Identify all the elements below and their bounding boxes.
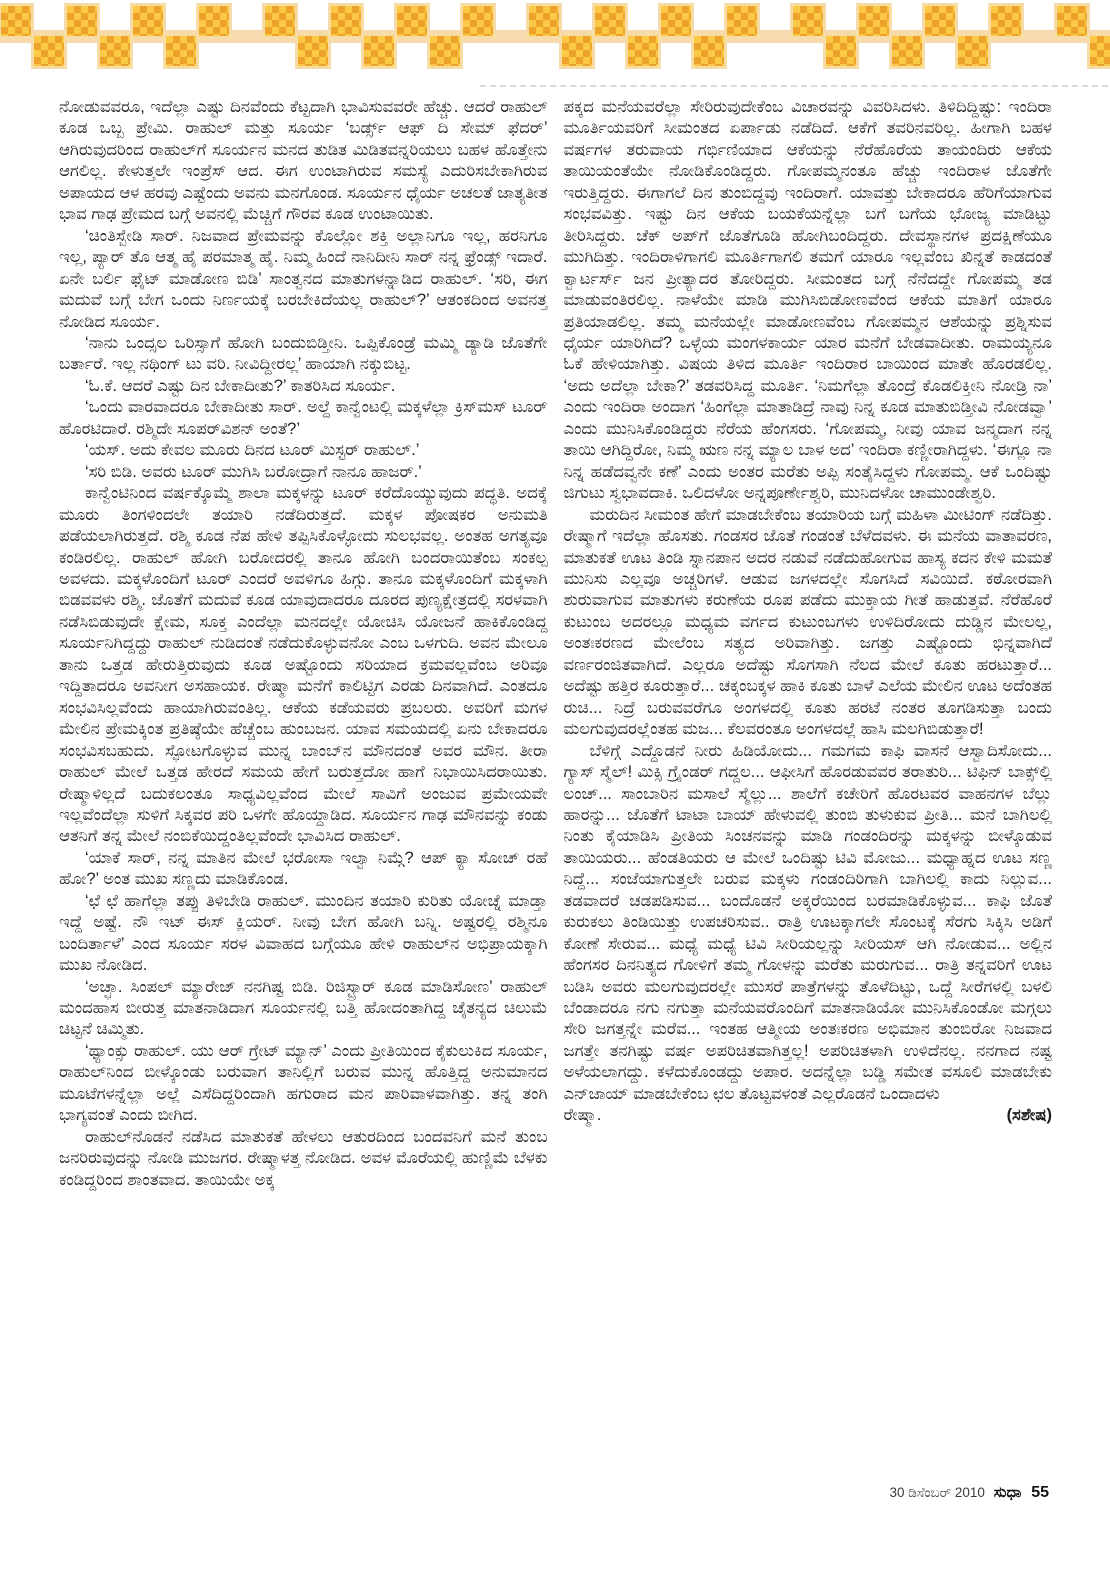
final-word: ರೇಷ್ಮಾ. [563, 1106, 602, 1125]
story-paragraph: ಮರುದಿನ ಸೀಮಂತ ಹೇಗೆ ಮಾಡಬೇಕೆಂಬ ತಯಾರಿಯ ಬಗ್ಗೆ ಮಹಿಳಾ ಮೀಟಿಂಗ್ ನಡೆದಿತ್ತು. ರೇಷ್ಮಾಗೆ ಇದೆಲ್ಲಾ ಹೊಸತು. ಗಂಡಸರ ಜೊತೆ ಗಂಡಂತೆ ಬೆಳೆದವಳು. ಈ ಮನೆಯ ವಾತಾವರಣ, ಮಾತುಕತೆ ಊಟ ತಿಂಡಿ ಸ್ನಾನಪಾನ ಅದರ ನಡುವೆ ನಡೆದುಹೋಗುವ ಹಾಸ್ಯ ಕದನ ಕೇಳಿ ಮಮತೆ ಮುನಿಸು ಎಲ್ಲವೂ ಅಚ್ಚರಿಗಳೆ. ಆಡುವ ಜಗಳದಲ್ಲೇ ಸೊಗಸಿದೆ ಸವಿಯಿದೆ. ಕಠೋರವಾಗಿ ಶುರುವಾಗುವ ಮಾತುಗಳು ಕರುಣೆಯ ರೂಪ ಪಡೆದು ಮುಕ್ತಾಯ ಗೀತೆ ಹಾಡುತ್ತವೆ. ನೆರೆಹೊರೆ ಕುಟುಂಬ ಅದರಲ್ಲೂ ಮಧ್ಯಮ ವರ್ಗದ ಕುಟುಂಬಗಳು ಉಳಿದಿರೋದು ದುಡ್ಡಿನ ಮೇಲಲ್ಲ, ಅಂತಃಕರಣದ ಮೇಲೆಂಬ ಸತ್ಯದ ಅರಿವಾಗಿತ್ತು. ಜಗತ್ತು ಎಷ್ಟೊಂದು ಭಿನ್ನವಾಗಿದೆ ವರ್ಣರಂಜಿತವಾಗಿದೆ. ಎಲ್ಲರೂ ಅದೆಷ್ಟು ಸೊಗಸಾಗಿ ನೆಲದ ಮೇಲೆ ಕೂತು ಹರಟುತ್ತಾರೆ... ಅದೆಷ್ಟು ಹತ್ತಿರ ಕೂರುತ್ತಾರೆ... ಚಕ್ಕಂಬಕ್ಕಳ ಹಾಕಿ ಕೂತು ಬಾಳೆ ಎಲೆಯ ಮೇಲಿನ ಊಟ ಅದೆಂತಹ ರುಚಿ... ನಿದ್ರೆ ಬರುವವರೆಗೂ ಅಂಗಳದಲ್ಲಿ ಕೂತು ಹರಟೆ ನಂತರ ತೂಗಡಿಸುತ್ತಾ ಬಂದು ಮಲಗುವುದರಲ್ಲೆಂತಹ ಮಜ... ಕೆಲವರಂತೂ ಅಂಗಳದಲ್ಲೆ ಹಾಸಿ ಮಲಗಿಬಿಡುತ್ತಾರೆ! [563, 505, 1052, 739]
magazine-name: ಸುಧಾ [993, 1484, 1022, 1501]
page-number: 55 [1031, 1484, 1049, 1501]
decorative-checkered-border [0, 0, 1110, 74]
border-checker-square [1054, 3, 1090, 39]
story-paragraph: ನೋಡುವವರೂ, ಇದೆಲ್ಲಾ ಎಷ್ಟು ದಿನವೆಂದು ಕೆಟ್ಟದಾಗಿ ಭಾವಿಸುವವರೇ ಹೆಚ್ಚು. ಆದರೆ ರಾಹುಲ್ ಕೂಡ ಒಬ್ಬ ಪ್ರೇಮಿ. ರಾಹುಲ್ ಮತ್ತು ಸೂರ್ಯ ‘ಬರ್ಡ್ಸ್ ಆಫ್ ದಿ ಸೇಮ್ ಫೆದರ್’ ಆಗಿರುವುದರಿಂದ ರಾಹುಲ್‌ಗೆ ಸೂರ್ಯನ ಮನದ ತುಡಿತ ಮಿಡಿತವನ್ನರಿಯಲು ಬಹಳ ಹೊತ್ತೇನು ಆಗಲಿಲ್ಲ. ಕೇಳುತ್ತಲೇ ಇಂಪ್ರೆಸ್ ಆದ. ಈಗ ಉಂಟಾಗಿರುವ ಸಮಸ್ಯೆ ಎದುರಿಸಬೇಕಾಗಿರುವ ಅಪಾಯದ ಆಳ ಹರವು ಎಷ್ಟೆಂದು ಅವನು ಮನಗೊಂಡ. ಸೂರ್ಯನ ಧೈರ್ಯ ಅಚಲತೆ ಜಾತ್ಯತೀತ ಭಾವ ಗಾಢ ಪ್ರೇಮದ ಬಗ್ಗೆ ಅವನಲ್ಲಿ ಮೆಚ್ಚಿಗೆ ಗೌರವ ಕೂಡ ಉಂಟಾಯಿತು. [59, 98, 548, 224]
story-paragraph: ‘ಛೆ ಛೆ ಹಾಗೆಲ್ಲಾ ತಪ್ಪು ತಿಳಿಬೇಡಿ ರಾಹುಲ್. ಮುಂದಿನ ತಯಾರಿ ಕುರಿತು ಯೋಚ್ನೆ ಮಾಡ್ತಾ ಇದ್ದೆ ಅಷ್ಟೆ. ನೌ ಇಟ್ ಈಸ್ ಕ್ಲಿಯರ್. ನೀವು ಬೇಗ ಹೋಗಿ ಬನ್ನಿ. ಅಷ್ಟರಲ್ಲಿ ರಶ್ಮಿನೂ ಬಂದಿರ್ತಾಳೆ’ ಎಂದ ಸೂರ್ಯ ಸರಳ ವಿವಾಹದ ಬಗ್ಗೆಯೂ ಹೇಳಿ ರಾಹುಲ್‌ನ ಅಭಿಪ್ರಾಯಕ್ಕಾಗಿ ಮುಖ ನೋಡಿದ. [59, 891, 548, 975]
story-paragraph: ‘ಯಾಕೆ ಸಾರ್, ನನ್ನ ಮಾತಿನ ಮೇಲೆ ಭರೋಸಾ ಇಲ್ವಾ ನಿಮ್ಗೆ? ಆಪ್ ಕ್ಯಾ ಸೋಚ್ ರಹೆ ಹೋ?’ ಅಂತ ಮುಖ ಸಣ್ಣದು ಮಾಡಿಕೊಂಡ. [59, 848, 548, 889]
border-checker-square [922, 3, 958, 39]
border-checker-square [31, 33, 67, 69]
border-checker-square [988, 3, 1024, 39]
to-be-continued-marker: (ಸಶೇಷ) [1006, 1106, 1052, 1125]
border-checker-square [163, 33, 199, 69]
border-checker-square [262, 3, 298, 39]
story-paragraph: ಪಕ್ಕದ ಮನೆಯವರೆಲ್ಲಾ ಸೇರಿರುವುದೇಕೆಂಬ ವಿಚಾರವನ್ನು ವಿವರಿಸಿದಳು. ತಿಳಿದಿದ್ದಿಷ್ಟು: ಇಂದಿರಾ ಮೂರ್ತಿಯವರಿಗೆ ಸೀಮಂತದ ಏರ್ಪಾಡು ನಡೆದಿದೆ. ಆಕೆಗೆ ತವರಿನವರಿಲ್ಲ. ಹೀಗಾಗಿ ಬಹಳ ವರ್ಷಗಳ ತರುವಾಯ ಗರ್ಭಿಣಿಯಾದ ಆಕೆಯನ್ನು ನೆರೆಹೊರೆಯ ತಾಯಂದಿರು ಆಕೆಯ ತಾಯಿಯಂತೆಯೇ ನೋಡಿಕೊಂಡಿದ್ದರು. ಗೋಪಮ್ಮನಂತೂ ಹೆಚ್ಚು ಇಂದಿರಾಳ ಜೊತೆಗೇ ಇರುತ್ತಿದ್ದರು. ಈಗಾಗಲೆ ದಿನ ತುಂಬಿದ್ದವು ಇಂದಿರಾಗೆ. ಯಾವತ್ತು ಬೇಕಾದರೂ ಹೆರಿಗೆಯಾಗುವ ಸಂಭವವಿತ್ತು. ಇಷ್ಟು ದಿನ ಆಕೆಯ ಬಯಕೆಯನ್ನೆಲ್ಲಾ ಬಗೆ ಬಗೆಯ ಭೋಜ್ಯ ಮಾಡಿಟ್ಟು ತೀರಿಸಿದ್ದರು. ಚೆಕ್ ಅಪ್‌ಗೆ ಜೊತೆಗೂಡಿ ಹೋಗಿಬಂದಿದ್ದರು. ದೇವಸ್ಥಾನಗಳ ಪ್ರದಕ್ಷಿಣೆಯೂ ಮುಗಿದಿತ್ತು. ಇಂದಿರಾಳಿಗಾಗಲಿ ಮೂರ್ತಿಗಾಗಲಿ ತಮಗೆ ಯಾರೂ ಇಲ್ಲವೆಂಬ ಖಿನ್ನತೆ ಕಾಡದಂತೆ ಕ್ವಾರ್ಟರ್ಸ್ ಜನ ಪ್ರೀತ್ಯಾದರ ತೋರಿದ್ದರು. ಸೀಮಂತದ ಬಗ್ಗೆ ನೆನೆದದ್ದೇ ಗೋಪಮ್ಮ ತಡ ಮಾಡುವಂತಿರಲಿಲ್ಲ. ನಾಳೆಯೇ ಮಾಡಿ ಮುಗಿಸಿಬಿಡೋಣವೆಂದ ಆಕೆಯ ಮಾತಿಗೆ ಯಾರೂ ಪ್ರತಿಯಾಡಲಿಲ್ಲ. ತಮ್ಮ ಮನೆಯಲ್ಲೇ ಮಾಡೋಣವೆಂಬ ಗೋಪಮ್ಮನ ಆಶೆಯನ್ನು ಪ್ರಶ್ನಿಸುವ ಧೈರ್ಯ ಯಾರಿಗಿದೆ? ಒಳ್ಳೆಯ ಮಂಗಳಕಾರ್ಯ ಯಾರ ಮನೆಗೆ ಬೇಡವಾದೀತು. ರಾಮಯ್ಯನೂ ಓಕೆ ಹೇಳಿಯಾಗಿತ್ತು. ವಿಷಯ ತಿಳಿದ ಮೂರ್ತಿ ಇಂದಿರಾರ ಬಾಯಿಂದ ಮಾತೇ ಹೊರಡಲಿಲ್ಲ. ‘ಅದು ಅದೆಲ್ಲಾ ಬೇಕಾ?’ ತಡವರಿಸಿದ್ದ ಮೂರ್ತಿ. ‘ನಿಮಗೆಲ್ಲಾ ತೊಂದ್ರೆ ಕೊಡಲಿಕ್ತೀನಿ ನೋಡ್ರಿ ನಾ’ ಎಂದು ಇಂದಿರಾ ಅಂದಾಗ ‘ಹಿಂಗೆಲ್ಲಾ ಮಾತಾಡಿದ್ರೆ ನಾವು ನಿನ್ನ ಕೂಡ ಮಾತುಬಿಡ್ತೀವಿ ನೋಡವ್ವಾ’ ಎಂದು ಮುನಿಸಿಕೊಂಡಿದ್ದರು ನೆರೆಯ ಹೆಂಗಸರು. ‘ಗೋಪಮ್ಮ, ನೀವು ಯಾವ ಜನ್ಮದಾಗ ನನ್ನ ತಾಯಿ ಆಗಿದ್ದಿರೋ, ನಿಮ್ಮ ಋಣ ನನ್ನ ಮ್ಯಾಲ ಬಾಳ ಅದ’ ಇಂದಿರಾ ಕಣ್ಣೀರಾಗಿದ್ದಳು. ‘ಈಗ್ಲೂ ನಾ ನಿನ್ನ ಹಡೆದವ್ವನೇ ಕಣೆ’ ಎಂದು ಅಂತರ ಮರೆತು ಅಪ್ಪಿ ಸಂತೈಸಿದ್ದಳು ಗೋಪಮ್ಮ. ಆಕೆ ಒಂದಿಷ್ಟು ಜಿಗುಟು ಸ್ವಭಾವದಾಕಿ. ಒಲಿದಳೋ ಅನ್ನಪೂರ್ಣೇಶ್ವರಿ, ಮುನಿದಳೋ ಚಾಮುಂಡೇಶ್ವರಿ. [563, 98, 1052, 503]
border-checker-square [295, 33, 331, 69]
border-checker-square [97, 33, 133, 69]
border-checker-square [724, 3, 760, 39]
border-checker-square [592, 3, 628, 39]
border-checker-square [889, 33, 925, 69]
border-checker-square [394, 3, 430, 39]
text-column-left [59, 97, 548, 1191]
border-checker-square [691, 33, 727, 69]
story-paragraph: ‘ಯಸ್. ಅದು ಕೇವಲ ಮೂರು ದಿನದ ಟೂರ್ ಮಿಸ್ಟರ್ ರಾಹುಲ್.’ [85, 441, 420, 460]
story-paragraph: ‘ಥ್ಯಾಂಕ್ಸು ರಾಹುಲ್. ಯು ಆರ್ ಗ್ರೇಟ್ ಮ್ಯಾನ್’ ಎಂದು ಪ್ರೀತಿಯಿಂದ ಕೈಕುಲುಕಿದ ಸೂರ್ಯ, ರಾಹುಲ್‌ನಿಂದ ಬೀಳ್ಕೊಂಡು ಬರುವಾಗ ತಾನಿಲ್ಲಿಗೆ ಬರುವ ಮುನ್ನ ಹೊತ್ತಿದ್ದ ಅನುಮಾನದ ಮೂಟೆಗಳನ್ನೆಲ್ಲಾ ಅಲ್ಲೆ ಎಸೆದಿದ್ದರಿಂದಾಗಿ ಹಗುರಾದ ಮನ ಪಾರಿವಾಳವಾಗಿತ್ತು. ತನ್ನ ತಂಗಿ ಭಾಗ್ಯವಂತೆ ಎಂದು ಬೀಗಿದ. [59, 1041, 548, 1125]
border-checker-square [1087, 33, 1110, 69]
border-checker-square [955, 33, 991, 69]
border-checker-square [460, 3, 496, 39]
story-paragraph: ‘ಸರಿ ಬಿಡಿ. ಅವರು ಟೂರ್ ಮುಗಿಸಿ ಬರೋದ್ರಾಗೆ ನಾನೂ ಹಾಜರ್.’ [85, 462, 422, 481]
story-paragraph: ರಾಹುಲ್‌ನೊಡನೆ ನಡೆಸಿದ ಮಾತುಕತೆ ಹೇಳಲು ಆತುರದಿಂದ ಬಂದವನಿಗೆ ಮನೆ ತುಂಬ ಜನರಿರುವುದನ್ನು ನೋಡಿ ಮುಜಗರ. ರೇಷ್ಮಾಳತ್ತ ನೋಡಿದ. ಅವಳ ಮೊರೆಯಲ್ಲಿ ಹುಣ್ಣಿಮೆ ಬೆಳಕು ಕಂಡಿದ್ದರಿಂದ ಶಾಂತವಾದ. ತಾಯಿಯೇ ಅಕ್ಕ [59, 1127, 548, 1189]
text-column-right [564, 97, 1053, 1191]
border-checker-square [0, 3, 34, 39]
article-body [59, 97, 1052, 1191]
border-checker-square [64, 3, 100, 39]
page-footer [890, 1484, 1049, 1502]
story-paragraph: ಬೆಳಿಗ್ಗೆ ಎದ್ದೊಡನೆ ನೀರು ಹಿಡಿಯೋದು... ಗಮಗಮ ಕಾಫಿ ವಾಸನೆ ಆಸ್ವಾದಿಸೋದು... ಗ್ಯಾಸ್ ಸ್ಮೆಲ್! ಮಿಕ್ಸಿ ಗ್ರೈಂಡರ್ ಗದ್ದಲ... ಆಫೀಸಿಗೆ ಹೊರಡುವವರ ತರಾತುರಿ... ಟಿಫಿನ್ ಬಾಕ್ಸ್‌ಲ್ಲಿ ಲಂಚ್... ಸಾಂಬಾರಿನ ಮಸಾಲೆ ಸ್ಮೆಲ್ಲು... ಶಾಲೆಗೆ ಕಚೇರಿಗೆ ಹೊರಟವರ ವಾಹನಗಳ ಬೆಲ್ಲು ಹಾರನ್ನು... ಜೊತೆಗೆ ಟಾಟಾ ಬಾಯ್ ಹೇಳುವಲ್ಲಿ ತುಂಬಿ ತುಳುಕುವ ಪ್ರೀತಿ... ಮನೆ ಬಾಗಿಲಲ್ಲಿ ನಿಂತು ಕೈಯಾಡಿಸಿ ಪ್ರೀತಿಯ ಸಿಂಚನವನ್ನು ಮಾಡಿ ಗಂಡಂದಿರನ್ನು ಮಕ್ಕಳನ್ನು ಬೀಳ್ಕೊಡುವ ತಾಯಿಯರು... ಹೆಂಡತಿಯರು ಆ ಮೇಲೆ ಒಂದಿಷ್ಟು ಟಿವಿ ಮೋಜು... ಮಧ್ಯಾಹ್ನದ ಊಟ ಸಣ್ಣ ನಿದ್ದೆ... ಸಂಜೆಯಾಗುತ್ತಲೇ ಬರುವ ಮಕ್ಕಳು ಗಂಡಂದಿರಿಗಾಗಿ ಬಾಗಿಲಲ್ಲಿ ಕಾದು ನಿಲ್ಲುವ... ತಡವಾದರೆ ಚಡಪಡಿಸುವ... ಬಂದೊಡನೆ ಅಕ್ಕರೆಯಿಂದ ಬರಮಾಡಿಕೊಳ್ಳುವ... ಕಾಫಿ ಜೊತೆ ಕುರುಕಲು ತಿಂಡಿಯಿತ್ತು ಉಪಚರಿಸುವ.. ರಾತ್ರಿ ಊಟಕ್ಕಾಗಲೇ ಸೊಂಟಕ್ಕೆ ಸೆರಗು ಸಿಕ್ಕಿಸಿ ಅಡಿಗೆ ಕೋಣೆ ಸೇರುವ... ಮಧ್ಯೆ ಮಧ್ಯೆ ಟಿವಿ ಸೀರಿಯಲ್ಲನ್ನು ಸೀರಿಯಸ್ ಆಗಿ ನೋಡುವ... ಅಲ್ಲಿನ ಹೆಂಗಸರ ದಿನನಿತ್ಯದ ಗೋಳಿಗೆ ತಮ್ಮ ಗೋಳನ್ನು ಮರೆತು ಮರುಗುವ... ರಾತ್ರಿ ತನ್ನವರಿಗೆ ಊಟ ಬಡಿಸಿ ಅವರು ಮಲಗುವುದರಲ್ಲೇ ಮುಸರೆ ಪಾತ್ರೆಗಳನ್ನು ತೊಳೆದಿಟ್ಟು, ಒದ್ದೆ ಸೀರೆಗಳಲ್ಲಿ ಬಳಲಿ ಬೆಂಡಾದರೂ ನಗು ನಗುತ್ತಾ ಮನೆಯವರೊಂದಿಗೆ ಮಾತನಾಡಿಯೋ ಮುನಿಸಿಕೊಂಡೋ ಮಗ್ಗಲು ಸೇರಿ ಜಗತ್ತನ್ನೇ ಮರೆವ... ಇಂತಹ ಆತ್ಮೀಯ ಅಂತಃಕರಣ ಅಭಿಮಾನ ತುಂಬಿರೋ ನಿಜವಾದ ಜಗತ್ತೇ ತನಗಿಷ್ಟು ವರ್ಷ ಅಪರಿಚಿತವಾಗಿತ್ತಲ್ಲ! ಅಪರಿಚಿತಳಾಗಿ ಉಳಿದೆನಲ್ಲ. ನನಗಾದ ನಷ್ಟ ಅಳೆಯಲಾಗದ್ದು. ಕಳೆದುಕೊಂಡದ್ದು ಅಪಾರ. ಅದನ್ನೆಲ್ಲಾ ಬಡ್ಡಿ ಸಮೇತ ವಸೂಲಿ ಮಾಡಬೇಕು ಎನ್‌ಜಾಯ್ ಮಾಡಬೇಕೆಂಬ ಛಲ ತೊಟ್ಟವಳಂತೆ ಎಲ್ಲರೊಡನೆ ಒಂದಾದಳು [563, 741, 1052, 1103]
border-checker-square [856, 3, 892, 39]
border-checker-square [328, 3, 364, 39]
final-line [564, 1105, 1053, 1126]
story-paragraph: ‘ಅಚ್ಛಾ. ಸಿಂಪಲ್ ಮ್ಯಾರೇಜ್ ನನಗಿಷ್ಟ ಬಿಡಿ. ರಿಜಿಸ್ಟ್ರಾರ್ ಕೂಡ ಮಾಡಿಸೋಣ’ ರಾಹುಲ್ ಮಂದಹಾಸ ಬೀರುತ್ತ ಮಾತನಾಡಿದಾಗ ಸೂರ್ಯನಲ್ಲಿ ಬತ್ತಿ ಹೋದಂತಾಗಿದ್ದ ಚೈತನ್ಯದ ಚಿಲುಮೆ ಚಿಟ್ಟನೆ ಚಿಮ್ಮಿತು. [59, 977, 548, 1039]
border-checker-square [130, 3, 166, 39]
story-paragraph: ‘ಒಂದು ವಾರವಾದರೂ ಬೇಕಾದೀತು ಸಾರ್. ಅಲ್ದೆ ಕಾನ್ವೆಂಟಲ್ಲಿ ಮಕ್ಕಳೆಲ್ಲಾ ಕ್ರಿಸ್‌ಮಸ್ ಟೂರ್ ಹೊರಟಿದಾರೆ. ರಶ್ಮಿದೇ ಸೂಪರ್‌ವಿಶನ್ ಅಂತೆ?’ [59, 398, 548, 438]
border-checker-square [790, 3, 826, 39]
story-paragraph: ಕಾನ್ವೆಂಟಿನಿಂದ ವರ್ಷಕ್ಕೊಮ್ಮೆ ಶಾಲಾ ಮಕ್ಕಳನ್ನು ಟೂರ್ ಕರೆದೊಯ್ಯುವುದು ಪದ್ಧತಿ. ಅದಕ್ಕೆ ಮೂರು ತಿಂಗಳಿಂದಲೇ ತಯಾರಿ ನಡೆದಿರುತ್ತದೆ. ಮಕ್ಕಳ ಪೋಷಕರ ಅನುಮತಿ ಪಡೆಯಲಾಗಿರುತ್ತದೆ. ರಶ್ಮಿ ಕೂಡ ನೆಪ ಹೇಳಿ ತಪ್ಪಿಸಿಕೊಳ್ಳೋದು ಸುಲಭವಲ್ಲ. ಅಂತಹ ಅಗತ್ಯವೂ ಕಂಡಿರಲಿಲ್ಲ. ರಾಹುಲ್ ಹೋಗಿ ಬರೋದರಲ್ಲಿ ತಾನೂ ಹೋಗಿ ಬಂದರಾಯಿತೆಂಬ ಸಂಕಲ್ಪ ಅವಳದು. ಮಕ್ಕಳೊಂದಿಗೆ ಟೂರ್ ಎಂದರೆ ಅವಳಿಗೂ ಹಿಗ್ಗು. ತಾನೂ ಮಕ್ಕಳೊಂದಿಗೆ ಮಕ್ಕಳಾಗಿ ಬಿಡವವಳು ರಶ್ಮಿ. ಜೊತೆಗೆ ಮದುವೆ ಕೂಡ ಯಾವುದಾದರೂ ದೂರದ ಪುಣ್ಯಕ್ಷೇತ್ರದಲ್ಲಿ ಸರಳವಾಗಿ ನಡೆಸಿಬಿಡುವುದೇ ಕ್ಷೇಮ, ಸೂಕ್ತ ಎಂದೆಲ್ಲಾ ಮನದಲ್ಲೇ ಯೋಚಿಸಿ ಯೋಜನೆ ಹಾಕಿಕೊಂಡಿದ್ದ ಸೂರ್ಯನಿಗಿದ್ದದ್ದು ರಾಹುಲ್ ನುಡಿದಂತೆ ನಡೆದುಕೊಳ್ಳುವನೋ ಎಂಬ ಒಳಗುದಿ. ಅವನ ಮೇಲೂ ತಾನು ಒತ್ತಡ ಹೇರುತ್ತಿರುವುದು ಕೂಡ ಅಷ್ಟೊಂದು ಸರಿಯಾದ ಕ್ರಮವಲ್ಲವೆಂಬ ಅರಿವೂ ಇದ್ದಿತಾದರೂ ಅವನೀಗ ಅಸಹಾಯಕ. ರೇಷ್ಮಾ ಮನೆಗೆ ಕಾಲಿಟ್ಟಿಗ ಎರಡು ದಿನವಾಗಿದೆ. ಎಂತದೂ ಸಂಭವಿಸಿಲ್ಲವೆಂದು ಹಾಯಾಗಿರುವಂತಿಲ್ಲ. ಆಕೆಯ ಕಡೆಯವರು ಪ್ರಬಲರು. ಅವರಿಗೆ ಮಗಳ ಮೇಲಿನ ಪ್ರೇಮಕ್ಕಿಂತ ಪ್ರತಿಷ್ಠೆಯೇ ಹೆಚ್ಚೆಂಬ ಹುಂಬಜನ. ಯಾವ ಸಮಯದಲ್ಲಿ ಏನು ಬೇಕಾದರೂ ಸಂಭವಿಸಬಹುದು. ಸ್ಫೋಟಗೊಳ್ಳುವ ಮುನ್ನ ಬಾಂಬ್‌ನ ಮೌನದಂತೆ ಅವರ ಮೌನ. ತೀರಾ ರಾಹುಲ್ ಮೇಲೆ ಒತ್ತಡ ಹೇರದೆ ಸಮಯ ಹೇಗೆ ಬರುತ್ತದೋ ಹಾಗೆ ನಿಭಾಯಿಸಿದರಾಯಿತು. ರೇಷ್ಮಾಳಿಲ್ಲದೆ ಬದುಕಲಂತೂ ಸಾಧ್ಯವಿಲ್ಲವೆಂದ ಮೇಲೆ ಸಾವಿಗೆ ಅಂಜುವ ಪ್ರಮೇಯವೇ ಇಲ್ಲವೆಂದೆಲ್ಲಾ ಸುಳಿಗೆ ಸಿಕ್ಕವರ ಪರಿ ಒಳಗೇ ಹೊಯ್ದಾಡಿದ. ಸೂರ್ಯನ ಗಾಢ ಮೌನವನ್ನು ಕಂಡು ಆತನಿಗೆ ತನ್ನ ಮೇಲೆ ನಂಬಿಕೆಯಿದ್ದಂತಿಲ್ಲವೆಂದೇ ಭಾವಿಸಿದ ರಾಹುಲ್. [59, 484, 548, 846]
story-paragraph: ‘ನಾನು ಒಂದ್ಸಲ ಒರಿಸ್ಸಾಗೆ ಹೋಗಿ ಬಂದುಬಿಡ್ತೀನಿ. ಒಪ್ಪಿಕೊಂಡ್ರೆ ಮಮ್ಮಿ ಡ್ಯಾಡಿ ಜೊತೆಗೇ ಬರ್ತಾರೆ. ಇಲ್ಲ ನಥಿಂಗ್ ಟು ವರಿ. ನೀವಿದ್ದೀರಲ್ಲ’ ಹಾಯಾಗಿ ನಕ್ಕುಬಿಟ್ಟ. [59, 333, 548, 374]
border-checker-square [361, 33, 397, 69]
border-checker-square [823, 33, 859, 69]
border-checker-square [625, 33, 661, 69]
dotted-separator-line [480, 85, 1108, 87]
issue-date: 30 ಡಿಸೆಂಬರ್ 2010 [889, 1485, 985, 1500]
border-checker-square [658, 3, 694, 39]
border-checker-square [427, 33, 463, 69]
story-paragraph: ‘ಚಿಂತಿಸ್ಬೇಡಿ ಸಾರ್. ನಿಜವಾದ ಪ್ರೇಮವನ್ನು ಕೊಲ್ಲೋ ಶಕ್ತಿ ಅಲ್ಲಾನಿಗೂ ಇಲ್ಲ, ಹರನಿಗೂ ಇಲ್ಲ, ಪ್ಯಾರ್ ತೊ ಆತ್ಮ ಹೈ ಪರಮಾತ್ಮ ಹೈ. ನಿಮ್ಮ ಹಿಂದೆ ನಾನಿದೀನಿ ಸಾರ್ ನನ್ನ ಫ್ರೆಂಡ್ಸ್ ಇದಾರೆ. ಏನೇ ಬರ್ಲಿ ಫೈಟ್ ಮಾಡೋಣ ಬಿಡಿ’ ಸಾಂತ್ವನದ ಮಾತುಗಳನ್ನಾಡಿದ ರಾಹುಲ್. ‘ಸರಿ, ಈಗ ಮದುವೆ ಬಗ್ಗೆ ಬೇಗ ಒಂದು ನಿರ್ಣಯಕ್ಕೆ ಬರಬೇಕಿದೆಯಲ್ಲ ರಾಹುಲ್?’ ಆತಂಕದಿಂದ ಅವನತ್ತ ನೋಡಿದ ಸೂರ್ಯ. [59, 226, 548, 331]
border-checker-square [196, 3, 232, 39]
story-paragraph: ‘ಓ.ಕೆ. ಆದರೆ ಎಷ್ಟು ದಿನ ಬೇಕಾದೀತು?’ ಕಾತರಿಸಿದ ಸೂರ್ಯ. [85, 376, 396, 395]
border-checker-square [526, 3, 562, 39]
border-checker-square [559, 33, 595, 69]
